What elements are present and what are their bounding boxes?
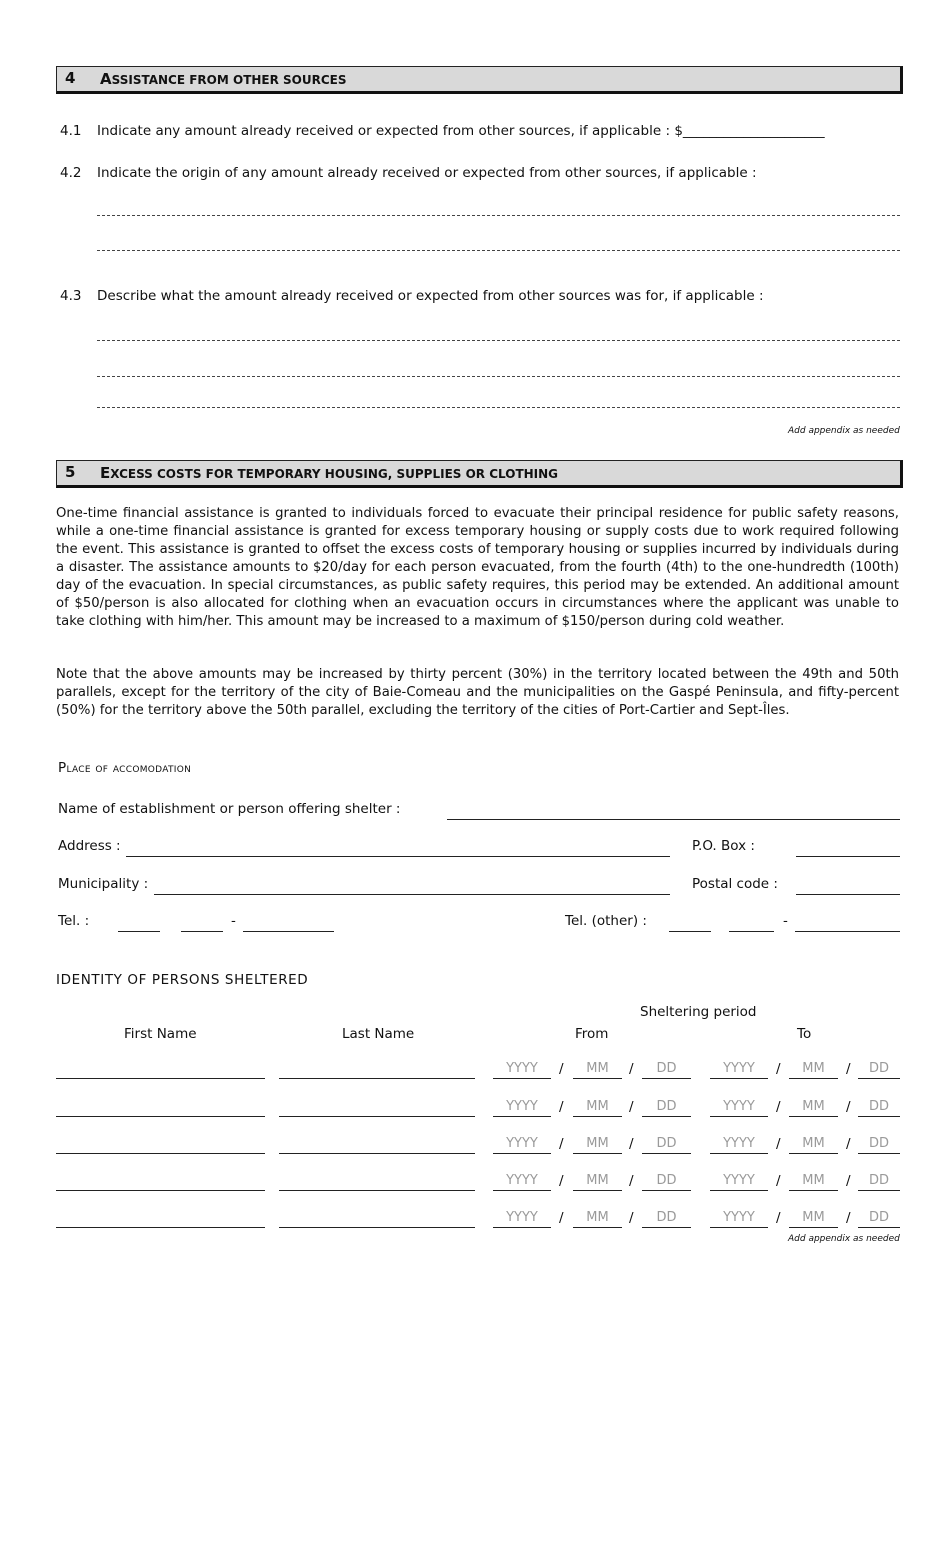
tel-other-label: Tel. (other) : <box>565 913 647 929</box>
from-month-field-placeholder: MM <box>586 1136 609 1151</box>
sheltering-period-heading: Sheltering period <box>640 1004 757 1020</box>
answer-line[interactable] <box>97 250 900 251</box>
to-day-field[interactable] <box>858 1153 900 1154</box>
to-year-field-placeholder: YYYY <box>723 1173 755 1188</box>
question-4-3-number: 4.3 <box>60 288 82 304</box>
from-year-field-placeholder: YYYY <box>506 1173 538 1188</box>
to-year-field-placeholder: YYYY <box>723 1061 755 1076</box>
from-year-field[interactable] <box>493 1227 551 1228</box>
last-name-field[interactable] <box>279 1227 475 1228</box>
to-month-field[interactable] <box>789 1227 838 1228</box>
from-year-field[interactable] <box>493 1153 551 1154</box>
section-5-title: EXCESS COSTS FOR TEMPORARY HOUSING, SUPPLIES OR CLOTHING <box>100 464 559 482</box>
from-day-field-placeholder: DD <box>656 1061 677 1076</box>
date-separator: / <box>846 1210 851 1226</box>
to-day-field[interactable] <box>858 1078 900 1079</box>
to-year-field-placeholder: YYYY <box>723 1099 755 1114</box>
increase-note: Note that the above amounts may be increased by thirty percent (30%) in the territory located between the 49th and 50th parallels, except for the territory of the city of Baie-Comeau and the municipalities on the Gaspé Peninsula, and fifty-percent (50%) for the territory above the 50th parallel, excluding the territory of the cities of Port-Cartier and Sept-Îles. <box>56 667 899 718</box>
to-day-field-placeholder: DD <box>868 1136 890 1151</box>
to-year-field[interactable] <box>710 1227 768 1228</box>
from-day-field[interactable] <box>642 1116 691 1117</box>
tel-other-number-field[interactable] <box>795 931 900 932</box>
last-name-field[interactable] <box>279 1078 475 1079</box>
appendix-note: Add appendix as needed <box>788 426 900 436</box>
date-separator: / <box>629 1210 634 1226</box>
from-month-field-placeholder: MM <box>586 1173 609 1188</box>
column-from: From <box>575 1026 609 1042</box>
from-month-field-placeholder: MM <box>586 1210 609 1225</box>
last-name-field[interactable] <box>279 1116 475 1117</box>
date-separator: / <box>776 1136 781 1152</box>
date-separator: / <box>629 1099 634 1115</box>
column-first-name: First Name <box>124 1026 197 1042</box>
date-separator: / <box>846 1099 851 1115</box>
to-day-field[interactable] <box>858 1116 900 1117</box>
question-4-1-text[interactable]: Indicate any amount already received or expected from other sources, if applicable : $_____________________ <box>97 123 825 139</box>
answer-line[interactable] <box>97 340 900 341</box>
last-name-field[interactable] <box>279 1190 475 1191</box>
from-day-field[interactable] <box>642 1227 691 1228</box>
to-day-field-placeholder: DD <box>868 1099 890 1114</box>
postal-code-field[interactable] <box>796 894 900 895</box>
answer-line[interactable] <box>97 376 900 377</box>
postal-code-label: Postal code : <box>692 876 778 892</box>
to-month-field-placeholder: MM <box>802 1136 825 1151</box>
from-month-field[interactable] <box>573 1116 622 1117</box>
date-separator: / <box>776 1061 781 1077</box>
question-4-1-number: 4.1 <box>60 123 82 139</box>
from-year-field[interactable] <box>493 1190 551 1191</box>
tel-number-field[interactable] <box>243 931 334 932</box>
section-4-header <box>56 66 903 94</box>
question-4-3-text: Describe what the amount already received or expected from other sources was for, if applicable : <box>97 288 764 304</box>
date-separator: / <box>559 1061 564 1077</box>
from-day-field[interactable] <box>642 1078 691 1079</box>
to-day-field[interactable] <box>858 1190 900 1191</box>
from-month-field[interactable] <box>573 1078 622 1079</box>
tel-area-code-field[interactable] <box>118 931 160 932</box>
appendix-note: Add appendix as needed <box>788 1234 900 1244</box>
from-month-field[interactable] <box>573 1227 622 1228</box>
answer-line[interactable] <box>97 215 900 216</box>
date-separator: / <box>559 1210 564 1226</box>
tel-other-separator: - <box>783 913 788 929</box>
from-month-field-placeholder: MM <box>586 1099 609 1114</box>
from-month-field[interactable] <box>573 1190 622 1191</box>
from-day-field[interactable] <box>642 1190 691 1191</box>
from-year-field-placeholder: YYYY <box>506 1099 538 1114</box>
from-year-field[interactable] <box>493 1116 551 1117</box>
to-year-field[interactable] <box>710 1116 768 1117</box>
to-month-field[interactable] <box>789 1190 838 1191</box>
column-last-name: Last Name <box>342 1026 415 1042</box>
date-separator: / <box>629 1136 634 1152</box>
to-year-field[interactable] <box>710 1153 768 1154</box>
date-separator: / <box>846 1173 851 1189</box>
first-name-field[interactable] <box>56 1153 265 1154</box>
column-to: To <box>797 1026 812 1042</box>
date-separator: / <box>559 1136 564 1152</box>
to-day-field[interactable] <box>858 1227 900 1228</box>
from-day-field-placeholder: DD <box>656 1173 677 1188</box>
section-4-title: ASSISTANCE FROM OTHER SOURCES <box>100 70 347 88</box>
date-separator: / <box>846 1061 851 1077</box>
municipality-field[interactable] <box>154 894 670 895</box>
date-separator: / <box>776 1173 781 1189</box>
date-separator: / <box>559 1099 564 1115</box>
from-day-field-placeholder: DD <box>656 1210 677 1225</box>
from-day-field-placeholder: DD <box>656 1136 677 1151</box>
place-of-accommodation-heading: Place of accomodation <box>58 760 192 776</box>
from-month-field-placeholder: MM <box>586 1061 609 1076</box>
date-separator: / <box>559 1173 564 1189</box>
question-4-2-text: Indicate the origin of any amount already received or expected from other sources, if applicable : <box>97 165 757 181</box>
to-year-field[interactable] <box>710 1078 768 1079</box>
to-day-field-placeholder: DD <box>868 1061 890 1076</box>
to-year-field-placeholder: YYYY <box>723 1136 755 1151</box>
date-separator: / <box>629 1173 634 1189</box>
section-5-number: 5 <box>65 463 76 481</box>
from-day-field[interactable] <box>642 1153 691 1154</box>
to-day-field-placeholder: DD <box>868 1210 890 1225</box>
answer-line[interactable] <box>97 407 900 408</box>
to-month-field[interactable] <box>789 1153 838 1154</box>
address-label: Address : <box>58 838 121 854</box>
to-month-field[interactable] <box>789 1078 838 1079</box>
pobox-label: P.O. Box : <box>692 838 755 854</box>
from-year-field-placeholder: YYYY <box>506 1136 538 1151</box>
assistance-description: One-time financial assistance is granted to individuals forced to evacuate their principal residence for public safety reasons, while a one-time financial assistance is granted for excess temporary housing or supply costs due to work required following the event. This assistance is granted to offset the excess costs of temporary housing or supplies incurred by individuals during a disaster. The assistance amounts to $20/day for each person evacuated, from the fourth (4th) to the one-hundredth (100th) day of the evacuation. In special circumstances, as public safety requires, this period may be extended. An additional amount of $50/person is also allocated for clothing when an evacuation occurs in circumstances where the applicant was unable to take clothing with him/her. This amount may be increased to a maximum of $150/person during cold weather. <box>56 506 899 629</box>
first-name-field[interactable] <box>56 1078 265 1079</box>
address-field[interactable] <box>126 856 670 857</box>
tel-other-area-code-field[interactable] <box>669 931 711 932</box>
question-4-2-number: 4.2 <box>60 165 82 181</box>
to-year-field-placeholder: YYYY <box>723 1210 755 1225</box>
section-5-header <box>56 460 903 488</box>
to-year-field[interactable] <box>710 1190 768 1191</box>
to-month-field-placeholder: MM <box>802 1173 825 1188</box>
to-month-field[interactable] <box>789 1116 838 1117</box>
date-separator: / <box>776 1099 781 1115</box>
tel-other-prefix-field[interactable] <box>729 931 774 932</box>
last-name-field[interactable] <box>279 1153 475 1154</box>
tel-prefix-field[interactable] <box>181 931 223 932</box>
date-separator: / <box>629 1061 634 1077</box>
first-name-field[interactable] <box>56 1116 265 1117</box>
from-year-field[interactable] <box>493 1078 551 1079</box>
establishment-field[interactable] <box>447 819 900 820</box>
to-month-field-placeholder: MM <box>802 1099 825 1114</box>
from-year-field-placeholder: YYYY <box>506 1210 538 1225</box>
identity-heading: IDENTITY OF PERSONS SHELTERED <box>56 972 309 988</box>
date-separator: / <box>846 1136 851 1152</box>
from-month-field[interactable] <box>573 1153 622 1154</box>
date-separator: / <box>776 1210 781 1226</box>
pobox-field[interactable] <box>796 856 900 857</box>
from-year-field-placeholder: YYYY <box>506 1061 538 1076</box>
to-month-field-placeholder: MM <box>802 1210 825 1225</box>
tel-separator: - <box>231 913 236 929</box>
from-day-field-placeholder: DD <box>656 1099 677 1114</box>
establishment-label: Name of establishment or person offering shelter : <box>58 801 401 817</box>
tel-label: Tel. : <box>58 913 90 929</box>
first-name-field[interactable] <box>56 1190 265 1191</box>
to-day-field-placeholder: DD <box>868 1173 890 1188</box>
section-4-number: 4 <box>65 69 76 87</box>
municipality-label: Municipality : <box>58 876 149 892</box>
first-name-field[interactable] <box>56 1227 265 1228</box>
to-month-field-placeholder: MM <box>802 1061 825 1076</box>
